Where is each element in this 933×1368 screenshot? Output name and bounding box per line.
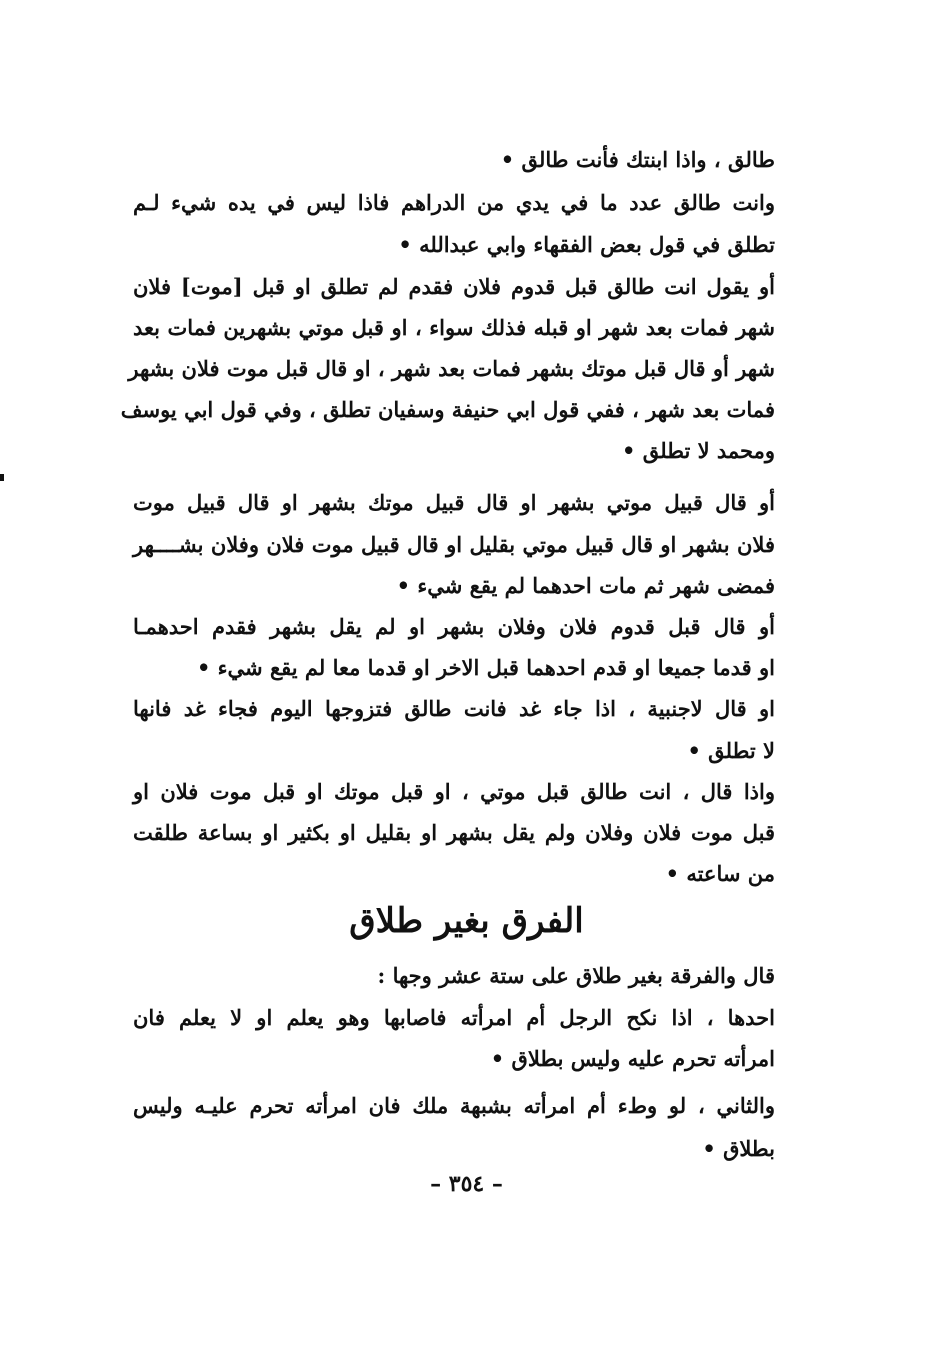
page-number: – ٣٥٤ – xyxy=(430,1171,503,1197)
text-line-6: شهر أو قال قبل موتك بشهر فمات بعد شهر ، او قال قبل موت فلان بشهر xyxy=(128,356,775,381)
text-line-12: أو قال قبل قدوم فلان وفلان بشهر او لم يقل بشهر فقدم احدهمـا xyxy=(133,614,775,639)
text-line-14: او قال لاجنبية ، اذا جاء غد فانت طالق فتزوجها اليوم فجاء غد فانها xyxy=(133,696,775,721)
scan-edge-mark xyxy=(0,474,4,481)
text-line-18: من ساعته • xyxy=(665,861,775,886)
text-line-16: واذا قال ، انت طالق قبل موتي ، او قبل موتك او قبل موت فلان او xyxy=(133,779,776,804)
section-line-1: قال والفرقة بغير طلاق على ستة عشر وجها : xyxy=(377,963,775,988)
section-line-4: والثاني ، لو وطء أم امرأته بشبهة ملك فان امرأته تحرم عليـه وليس xyxy=(133,1093,775,1118)
section-heading: الفرق بغير طلاق xyxy=(349,901,584,941)
text-line-4: أو يقول انت طالق قبل قدوم فلان فقدم لم تطلق او قبل [موت] فلان xyxy=(133,274,775,299)
text-line-1: طالق ، واذا ابنتك فأنت طالق • xyxy=(500,147,775,172)
text-line-10: فلان بشهر او قال قبيل موتي بقليل او قال قبيل موت فلان وفلان بشــــهر xyxy=(133,532,775,557)
text-line-7: فمات بعد شهر ، ففي قول ابي حنيفة وسفيان تطلق ، وفي قول ابي يوسف xyxy=(120,397,775,422)
text-line-9: أو قال قبيل موتي بشهر او قال قبيل موتك بشهر او قال قبيل موت xyxy=(133,490,775,515)
text-line-8: ومحمد لا تطلق • xyxy=(622,438,775,463)
section-line-3: امرأته تحرم عليه وليس بطلاق • xyxy=(490,1046,775,1071)
text-line-2: وانت طالق عدد ما في يدي من الدراهم فاذا ليس في يده شيء لـم xyxy=(133,190,775,215)
text-line-11: فمضى شهر ثم مات احدهما لم يقع شيء • xyxy=(396,573,775,598)
text-line-13: او قدما جميعا او قدم احدهما قبل الاخر او قدما معا لم يقع شيء • xyxy=(196,655,775,680)
text-line-3: تطلق في قول بعض الفقهاء وابي عبدالله • xyxy=(398,232,775,257)
section-line-2: احدها ، اذا نكح الرجل أم امرأته فاصابها وهو يعلم او لا يعلم فان xyxy=(133,1005,775,1030)
text-line-17: قبل موت فلان وفلان ولم يقل بشهر او بقليل او بكثير او بساعة طلقت xyxy=(133,820,775,845)
section-line-5: بطلاق • xyxy=(702,1136,775,1161)
text-line-5: شهر فمات بعد شهر او قبله فذلك سواء ، او قبل موتي بشهرين فمات بعد xyxy=(133,315,775,340)
text-line-15: لا تطلق • xyxy=(687,738,775,763)
